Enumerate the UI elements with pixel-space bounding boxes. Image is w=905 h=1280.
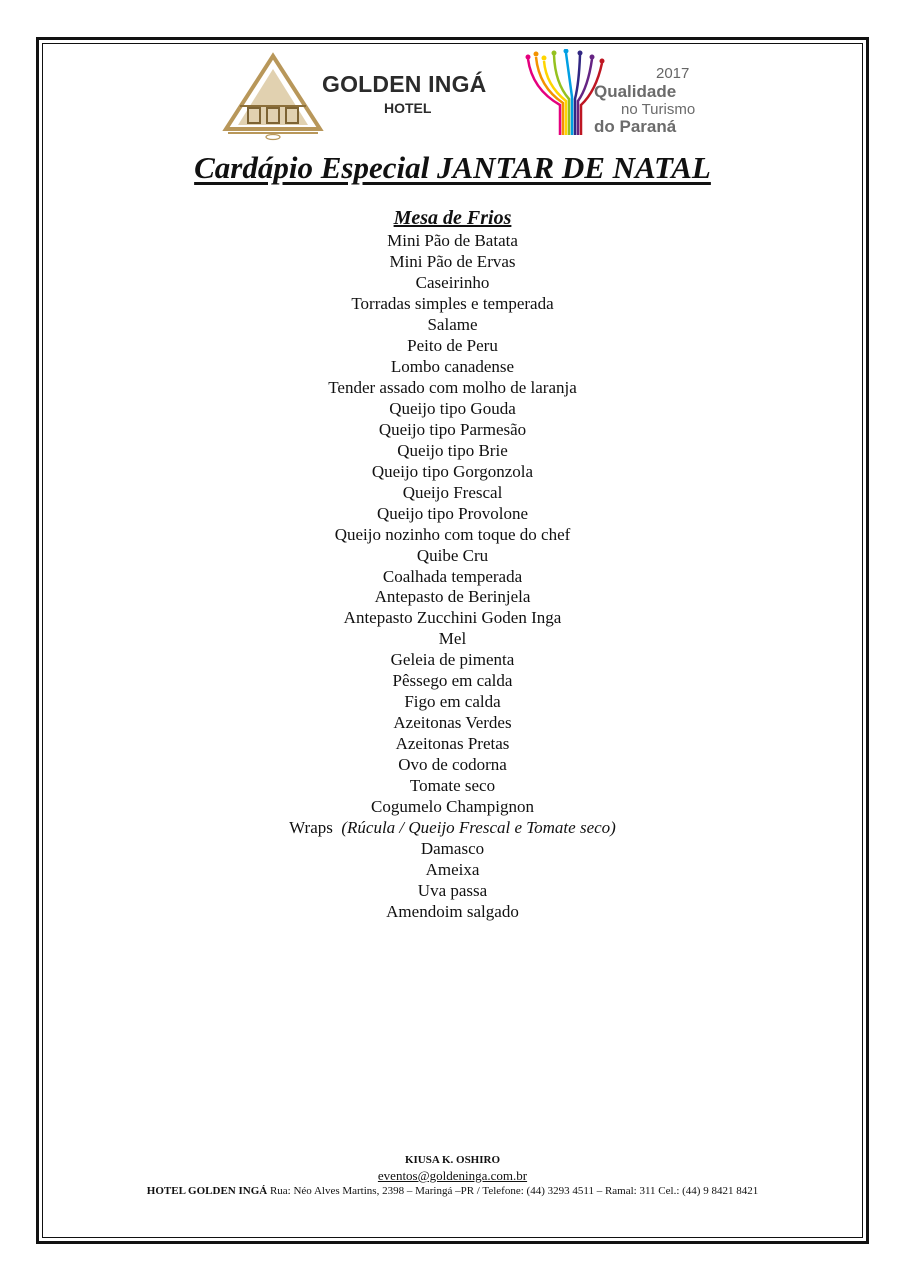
menu-item: Queijo tipo Gorgonzola: [371, 461, 534, 481]
quality-year: 2017: [656, 65, 690, 82]
menu-item: Pêssego em calda: [392, 671, 513, 691]
address-text: Rua: Néo Alves Martins, 2398 – Maringá –PR / Telefone: (44) 3293 4511 – Ramal: 311 Cel.: (44) 9 8421 8421: [269, 1185, 759, 1197]
menu-item: Amendoim salgado: [386, 902, 519, 921]
contact-name: KIUSA K. OSHIRO: [404, 1154, 501, 1166]
menu-item: Azeitonas Pretas: [395, 734, 510, 754]
header: [0, 45, 905, 140]
menu-item: Antepasto Zucchini Goden Inga: [343, 608, 562, 628]
menu-item: Cogumelo Champignon: [371, 797, 534, 817]
menu-items-list: [0, 231, 905, 923]
menu-item: Damasco: [420, 839, 485, 859]
wraps-note: (Rúcula / Queijo Frescal e Tomate seco): [341, 818, 616, 838]
menu-item: Queijo Frescal: [402, 482, 503, 502]
menu-item: Peito de Peru: [407, 335, 498, 355]
menu-item: Queijo tipo Parmesão: [378, 419, 527, 439]
menu-item: Geleia de pimenta: [390, 650, 515, 670]
quality-line-1: Qualidade: [594, 82, 677, 101]
menu-item: Quibe Cru: [416, 545, 489, 565]
quality-line-3: do Paraná: [594, 117, 677, 136]
menu-item: Caseirinho: [415, 272, 490, 292]
menu-item: Queijo tipo Brie: [397, 440, 508, 460]
section-title: Mesa de Frios: [393, 207, 512, 229]
menu-item: Lombo canadense: [390, 356, 515, 376]
menu-item: Azeitonas Verdes: [393, 713, 512, 733]
menu-item: Queijo tipo Provolone: [376, 503, 529, 523]
quality-line-2: no Turismo: [621, 101, 696, 118]
hotel-address: [0, 1184, 905, 1199]
menu-item: Queijo nozinho com toque do chef: [334, 524, 571, 544]
menu-item: Ameixa: [425, 860, 480, 880]
menu-item: Mini Pão de Ervas: [389, 251, 516, 271]
menu-item: Figo em calda: [404, 692, 501, 712]
menu-item: Tender assado com molho de laranja: [328, 377, 577, 397]
menu-item-wraps: [0, 818, 905, 839]
menu-item: Mini Pão de Batata: [387, 231, 518, 250]
contact-email-link[interactable]: eventos@goldeninga.com.br: [377, 1168, 528, 1183]
golden-triangle-logo-icon: [218, 51, 328, 141]
hotel-name: HOTEL GOLDEN INGÁ: [146, 1185, 268, 1197]
menu-item: Salame: [427, 314, 478, 334]
menu-title: Cardápio Especial JANTAR DE NATAL: [194, 150, 711, 185]
menu-item: Ovo de codorna: [398, 755, 507, 775]
footer: [0, 1153, 905, 1199]
menu-item: Uva passa: [417, 881, 488, 901]
menu-item: Tomate seco: [409, 776, 496, 796]
menu-item: Mel: [438, 629, 467, 649]
cold-table-section: [0, 205, 905, 923]
menu-item: Queijo tipo Gouda: [389, 398, 516, 418]
hotel-brand-sub: HOTEL: [384, 100, 432, 116]
menu-item: Antepasto de Berinjela: [374, 587, 531, 607]
menu-item: Coalhada temperada: [382, 566, 523, 586]
menu-item: Torradas simples e temperada: [351, 293, 554, 313]
wraps-label: Wraps: [289, 818, 333, 838]
hotel-brand-name: GOLDEN INGÁ: [322, 71, 487, 97]
